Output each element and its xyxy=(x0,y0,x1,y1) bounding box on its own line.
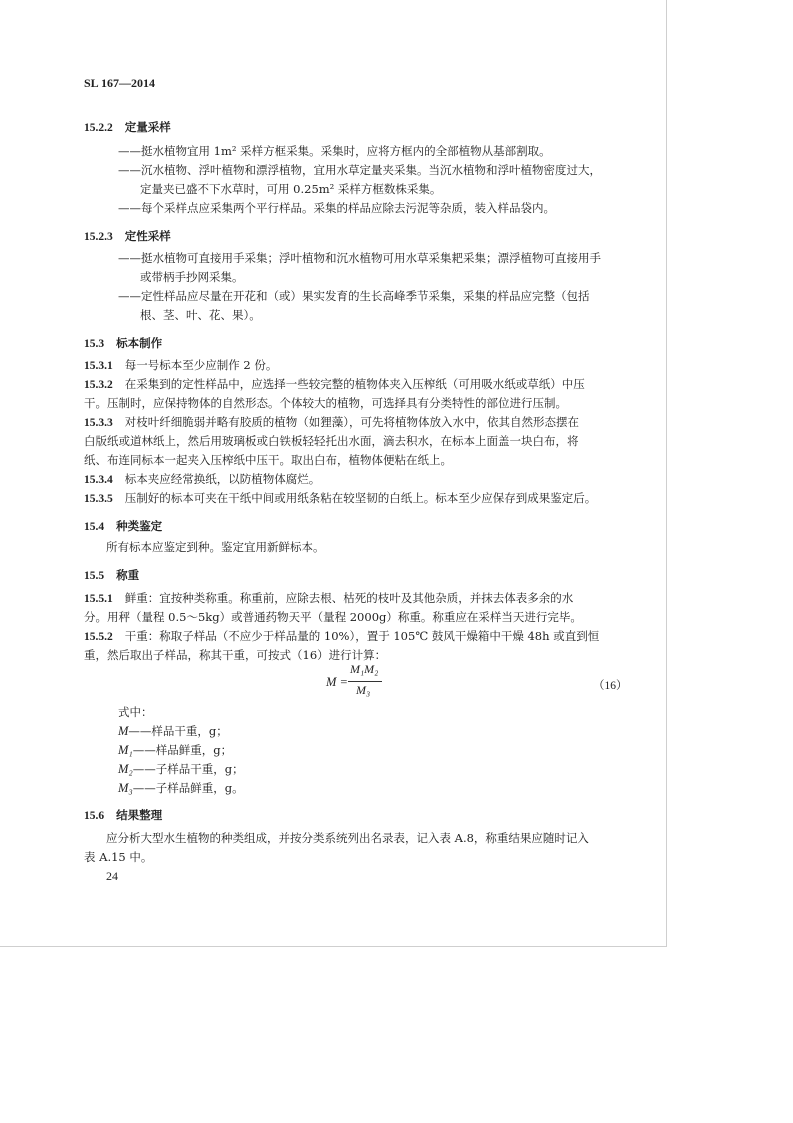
formula-lhs: M = xyxy=(326,675,348,689)
section-15-5-heading xyxy=(84,564,139,583)
paragraph-line: 所有标本应鉴定到种。鉴定宜用新鲜标本。 xyxy=(106,540,325,554)
clause-15-3-1 xyxy=(84,356,277,376)
section-number: 15.3 xyxy=(84,338,105,350)
paragraph-line: ——每个采样点应采集两个平行样品。采集的样品应除去污泥等杂质，装入样品袋内。 xyxy=(118,201,555,215)
clause-number: 15.3.3 xyxy=(84,417,113,429)
clause-number: 15.5.1 xyxy=(84,593,113,605)
paragraph-line: 定量夹已盛不下水草时，可用 0.25m² 采样方框数株采集。 xyxy=(140,182,442,196)
section-15-2-2-heading xyxy=(84,116,171,135)
variable-symbol: M₂ xyxy=(118,762,133,776)
paragraph-line: 纸、布连同标本一起夹入压榨纸中压干。取出白布，植物体便粘在纸上。 xyxy=(84,453,452,467)
section-15-6-heading xyxy=(84,804,162,823)
clause-text: 鲜重：宜按种类称重。称重前，应除去根、枯死的枝叶及其他杂质，并抹去体表多余的水 xyxy=(124,591,574,605)
clause-text: 对枝叶纤细脆弱并略有胶质的植物（如狸藻），可先将植物体放入水中，依其自然形态摆在 xyxy=(124,415,579,429)
variable-definition xyxy=(118,760,244,779)
clause-15-3-2 xyxy=(84,375,585,395)
paragraph-line: 应分析大型水生植物的种类组成，并按分类系统列出名录表，记入表 A.8，称重结果应随时记入 xyxy=(106,831,589,845)
section-title: 种类鉴定 xyxy=(116,519,163,533)
section-title: 结果整理 xyxy=(116,808,163,822)
formula-denominator: M₃ xyxy=(356,683,371,697)
clause-number: 15.5.2 xyxy=(84,631,113,643)
clause-text: 标本夹应经常换纸，以防植物体腐烂。 xyxy=(124,472,321,486)
clause-text: 压制好的标本可夹在干纸中间或用纸条粘在较坚韧的白纸上。标本至少应保存到成果鉴定后。 xyxy=(124,491,597,505)
variable-description: ——样品鲜重，g； xyxy=(132,743,233,757)
section-number: 15.2.2 xyxy=(84,122,113,134)
variable-symbol: M₁ xyxy=(118,743,133,757)
paragraph-line: ——挺水植物可直接用手采集；浮叶植物和沉水植物可用水草采集耙采集；漂浮植物可直接用手 xyxy=(118,251,601,265)
section-number: 15.2.3 xyxy=(84,231,113,243)
clause-text: 每一号标本至少应制作 2 份。 xyxy=(124,358,278,372)
section-title: 标本制作 xyxy=(116,336,163,350)
clause-number: 15.3.4 xyxy=(84,474,113,486)
section-15-2-3-heading xyxy=(84,225,171,244)
equation-number: （16） xyxy=(593,680,628,692)
clause-text: 干重：称取子样品（不应少于样品量的 10%），置于 105℃ 鼓风干燥箱中干燥 48h 或直到恒 xyxy=(124,629,600,643)
clause-text: 在采集到的定性样品中，应选择一些较完整的植物体夹入压榨纸（可用吸水纸或草纸）中压 xyxy=(124,377,585,391)
section-number: 15.6 xyxy=(84,810,105,822)
paragraph-line: ——挺水植物宜用 1m² 采样方框采集。采集时，应将方框内的全部植物从基部割取。 xyxy=(118,144,551,158)
clause-number: 15.3.1 xyxy=(84,360,113,372)
paragraph-line: 表 A.15 中。 xyxy=(84,850,153,864)
paragraph-line: 分。用秤（量程 0.5～5kg）或普通药物天平（量程 2000g）称重。称重应在采样当天进行完毕。 xyxy=(84,610,582,624)
paragraph-line: ——沉水植物、浮叶植物和漂浮植物，宜用水草定量夹采集。当沉水植物和浮叶植物密度过大， xyxy=(118,163,601,177)
paragraph-line: 根、茎、叶、花、果）。 xyxy=(140,308,261,322)
paragraph-line: 或带柄手抄网采集。 xyxy=(140,270,244,284)
variable-symbol: M₃ xyxy=(118,781,133,795)
clause-number: 15.3.5 xyxy=(84,493,113,505)
clause-15-5-1 xyxy=(84,589,573,609)
where-label: 式中： xyxy=(118,705,153,719)
page-number: 24 xyxy=(106,869,118,883)
variable-description: ——子样品干重，g； xyxy=(132,762,244,776)
variable-description: ——样品干重，g； xyxy=(128,724,228,738)
section-title: 称重 xyxy=(116,568,140,582)
section-number: 15.5 xyxy=(84,570,105,582)
variable-symbol: M xyxy=(118,724,129,738)
paragraph-line: ——定性样品应尽量在开花和（或）果实发育的生长高峰季节采集，采集的样品应完整（包括 xyxy=(118,289,590,303)
fraction-bar xyxy=(348,681,382,682)
section-15-4-heading xyxy=(84,515,162,534)
clause-number: 15.3.2 xyxy=(84,379,113,391)
section-number: 15.4 xyxy=(84,521,105,533)
section-title: 定量采样 xyxy=(124,120,171,134)
section-title: 定性采样 xyxy=(124,229,171,243)
paragraph-line: 干。压制时，应保持物体的自然形态。个体较大的植物，可选择具有分类特性的部位进行压制。 xyxy=(84,396,567,410)
clause-15-3-5 xyxy=(84,489,596,509)
paragraph-line: 白版纸或道林纸上，然后用玻璃板或白铁板轻轻托出水面，滴去积水，在标本上面盖一块白布，将 xyxy=(84,434,579,448)
variable-definition xyxy=(118,779,244,798)
variable-definition xyxy=(118,722,228,741)
variable-description: ——子样品鲜重，g。 xyxy=(132,781,244,795)
variable-definition xyxy=(118,741,232,760)
standard-header: SL 167—2014 xyxy=(84,76,156,90)
section-15-3-heading xyxy=(84,332,162,351)
formula-numerator: M₁M₂ xyxy=(350,662,379,676)
paragraph-line: 重，然后取出子样品，称其干重，可按式（16）进行计算： xyxy=(84,648,387,662)
clause-15-3-4 xyxy=(84,470,320,490)
clause-15-3-3 xyxy=(84,413,579,433)
clause-15-5-2 xyxy=(84,627,599,647)
